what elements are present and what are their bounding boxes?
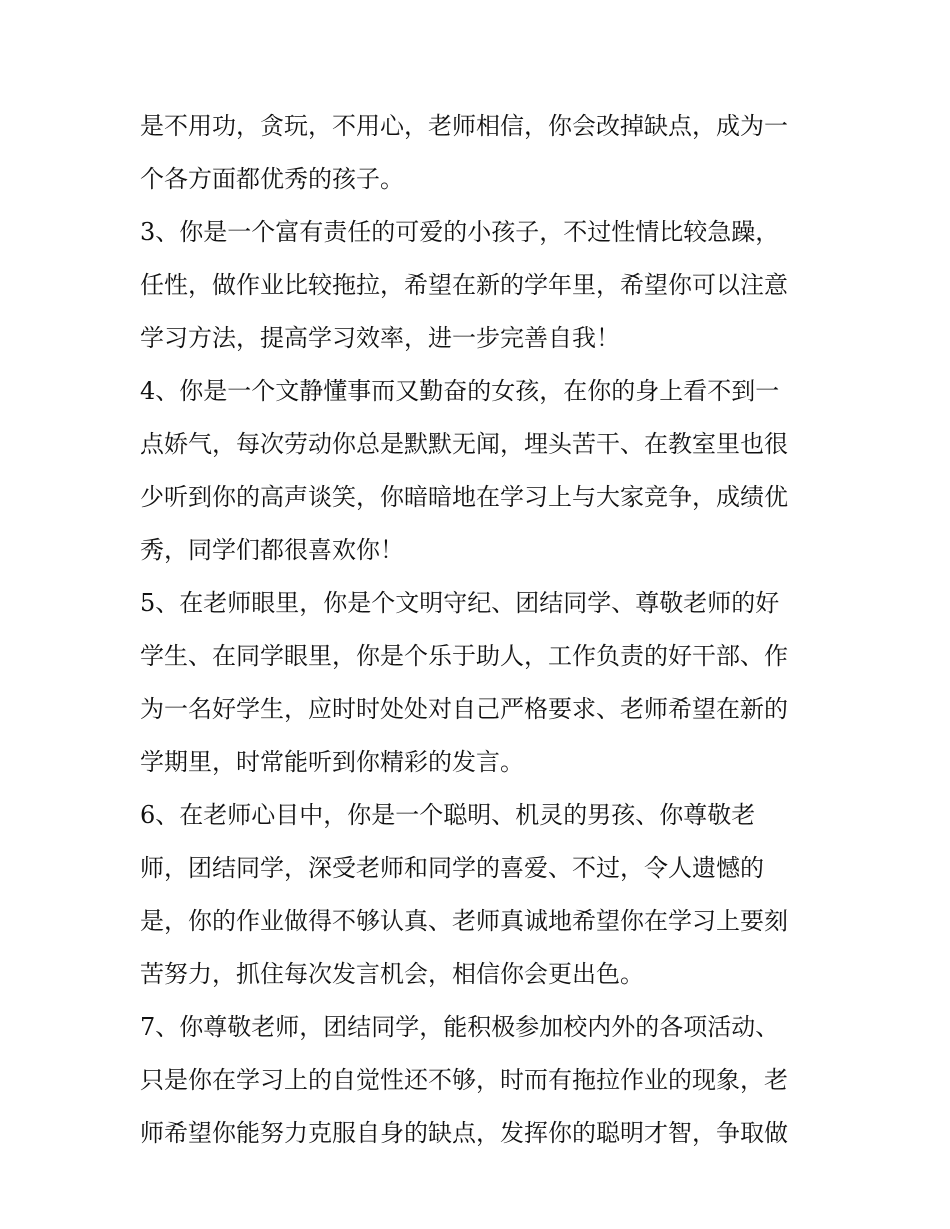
text-line: 5、在老师眼里，你是个文明守纪、团结同学、尊敬老师的好	[140, 589, 780, 617]
text-line: 师，团结同学，深受老师和同学的喜爱、不过，令人遗憾的	[140, 854, 764, 882]
text-line: 3、你是一个富有责任的可爱的小孩子，不过性情比较急躁，	[140, 218, 780, 246]
text-line: 4、你是一个文静懂事而又勤奋的女孩，在你的身上看不到一	[140, 377, 780, 405]
text-line: 6、在老师心目中，你是一个聪明、机灵的男孩、你尊敬老	[140, 801, 756, 829]
text-line: 点娇气，每次劳动你总是默默无闻，埋头苦干、在教室里也很	[140, 430, 788, 458]
text-line: 个各方面都优秀的孩子。	[140, 165, 404, 193]
document-body	[140, 100, 830, 1160]
text-line: 是，你的作业做得不够认真、老师真诚地希望你在学习上要刻	[140, 907, 788, 935]
text-line: 学习方法，提高学习效率，进一步完善自我！	[140, 324, 620, 352]
text-line: 苦努力，抓住每次发言机会，相信你会更出色。	[140, 960, 644, 988]
text-line: 是不用功，贪玩，不用心，老师相信，你会改掉缺点，成为一	[140, 112, 788, 140]
text-line: 学生、在同学眼里，你是个乐于助人，工作负责的好干部、作	[140, 642, 788, 670]
text-line: 少听到你的高声谈笑，你暗暗地在学习上与大家竞争，成绩优	[140, 483, 788, 511]
text-line: 7、你尊敬老师，团结同学，能积极参加校内外的各项活动、	[140, 1013, 780, 1041]
text-line: 任性，做作业比较拖拉，希望在新的学年里，希望你可以注意	[140, 271, 788, 299]
text-line: 秀，同学们都很喜欢你！	[140, 536, 404, 564]
text-line: 师希望你能努力克服自身的缺点，发挥你的聪明才智，争取做	[140, 1119, 788, 1147]
text-line: 为一名好学生，应时时处处对自己严格要求、老师希望在新的	[140, 695, 788, 723]
text-line: 学期里，时常能听到你精彩的发言。	[140, 748, 524, 776]
text-line: 只是你在学习上的自觉性还不够，时而有拖拉作业的现象，老	[140, 1066, 788, 1094]
